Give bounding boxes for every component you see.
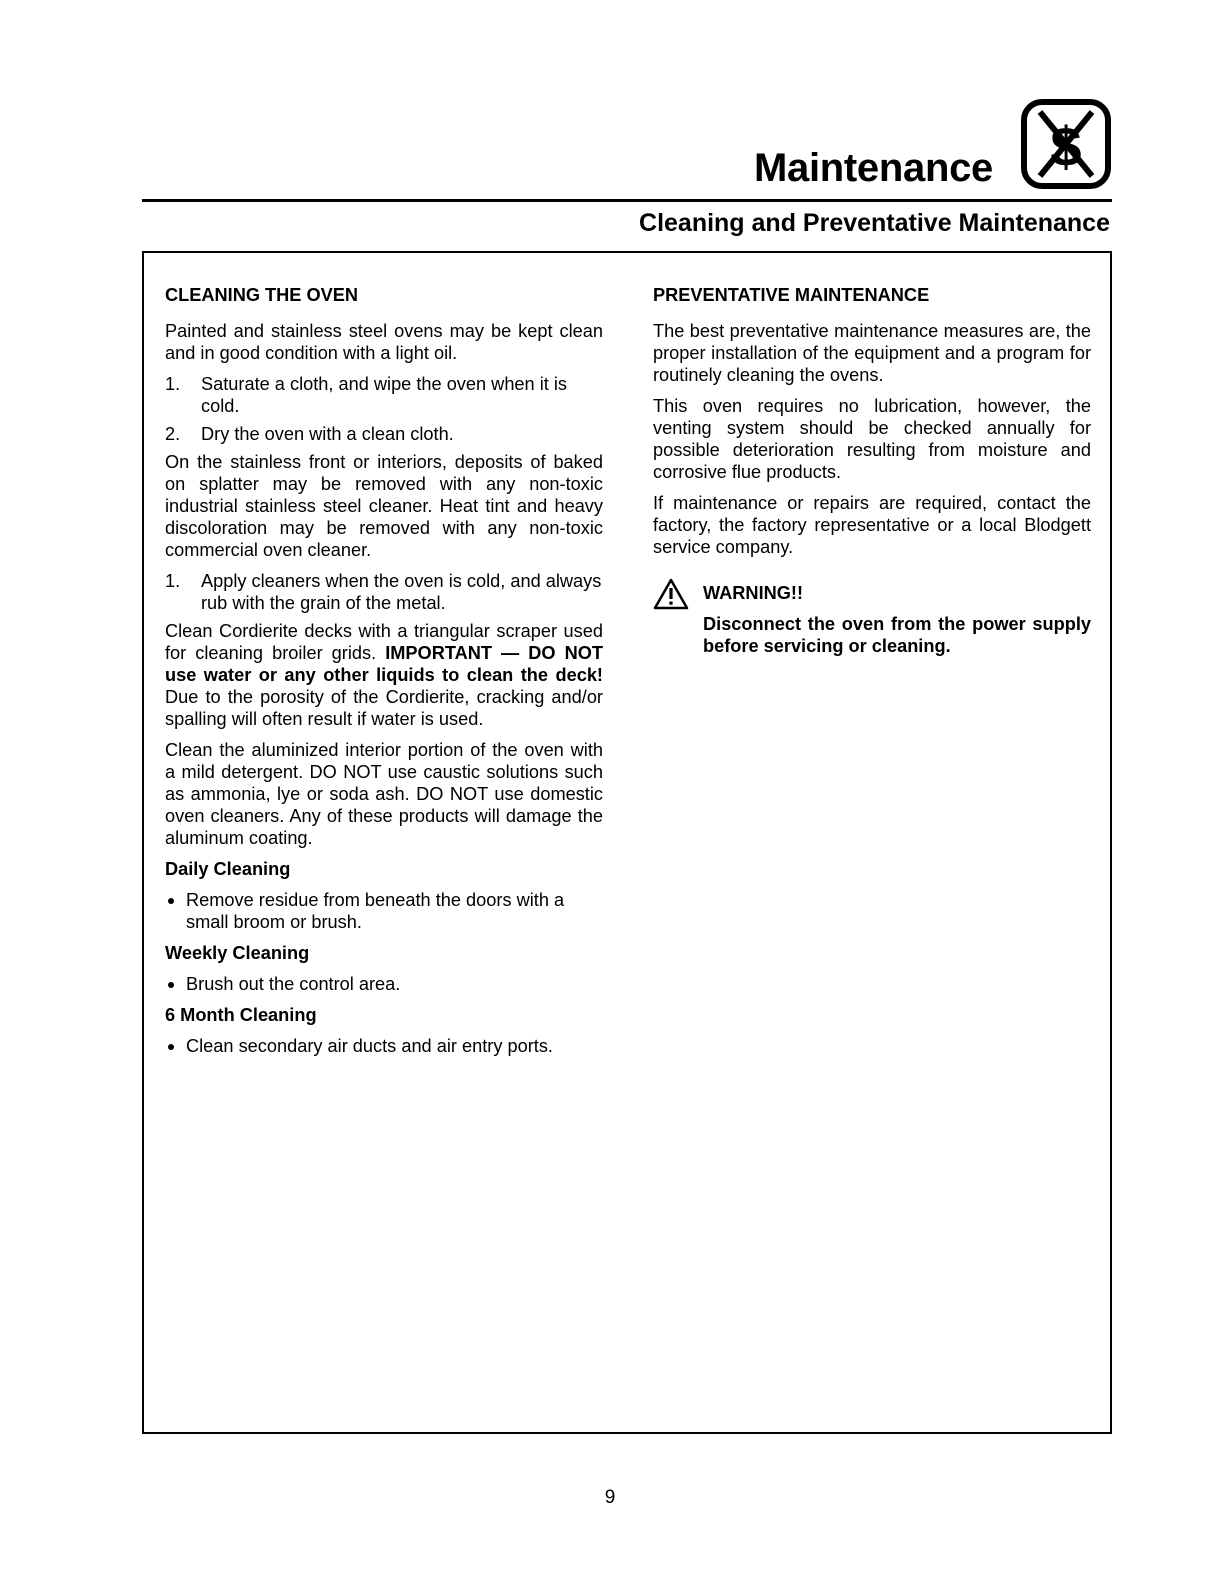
list-number: 2. xyxy=(165,424,181,444)
important-notice: IMPORTANT — DO NOT use water or any other liquids to clean the deck! xyxy=(165,643,603,685)
right-column xyxy=(653,284,1091,657)
bullet-icon xyxy=(168,1044,174,1050)
cordierite-text: Clean Cordierite decks with a triangular scraper used for cleaning broiler grids. xyxy=(165,621,603,663)
six-month-cleaning-heading: 6 Month Cleaning xyxy=(165,1005,317,1025)
preventative-paragraph-1: The best preventative maintenance measures are, the proper installation of the equipment and a program for routinely cleaning the ovens. xyxy=(653,321,1091,385)
preventative-paragraph-3: If maintenance or repairs are required, contact the factory, the factory representative or a local Blodgett service company. xyxy=(653,493,1091,557)
daily-cleaning-heading: Daily Cleaning xyxy=(165,859,291,879)
intro-paragraph: Painted and stainless steel ovens may be kept clean and in good condition with a light oil. xyxy=(165,321,603,363)
bullet-item xyxy=(165,889,603,933)
left-column xyxy=(165,284,603,1066)
list-item xyxy=(165,423,603,445)
warning-text: Disconnect the oven from the power supply before servicing or cleaning. xyxy=(703,614,1091,656)
weekly-cleaning-heading: Weekly Cleaning xyxy=(165,943,310,963)
warning-title: WARNING!! xyxy=(703,583,804,603)
page-title: Maintenance xyxy=(754,146,993,190)
list-text: Apply cleaners when the oven is cold, and always rub with the grain of the metal. xyxy=(201,571,602,613)
aluminized-paragraph: Clean the aluminized interior portion of the oven with a mild detergent. DO NOT use caustic solutions such as ammonia, lye or soda ash. DO NOT use domestic oven cleaners. Any of these products will damage the aluminum coating. xyxy=(165,740,603,848)
preventative-paragraph-2: This oven requires no lubrication, however, the venting system should be checked annually for possible deterioration resulting from moisture and corrosive flue products. xyxy=(653,396,1091,482)
stainless-paragraph: On the stainless front or interiors, deposits of baked on splatter may be removed with any non-toxic industrial stainless steel cleaner. Heat tint and heavy discoloration may be removed with any non-toxic commercial oven cleaner. xyxy=(165,452,603,560)
list-item xyxy=(165,570,603,614)
header-rule xyxy=(142,199,1112,202)
bullet-text: Brush out the control area. xyxy=(186,974,401,994)
page-number: 9 xyxy=(604,1487,616,1508)
list-text: Saturate a cloth, and wipe the oven when it is cold. xyxy=(201,374,567,416)
bullet-item xyxy=(165,973,603,995)
dollar-crossed-wrench-icon xyxy=(1020,98,1112,190)
bullet-item xyxy=(165,1035,603,1057)
warning-block xyxy=(653,582,1091,657)
bullet-text: Clean secondary air ducts and air entry ports. xyxy=(186,1036,553,1056)
cordierite-text-end: Due to the porosity of the Cordierite, cracking and/or spalling will often result if water is used. xyxy=(165,687,603,729)
list-number: 1. xyxy=(165,374,181,394)
bullet-text: Remove residue from beneath the doors with a small broom or brush. xyxy=(186,890,565,932)
svg-text:$: $ xyxy=(1050,115,1082,178)
cordierite-paragraph xyxy=(165,620,603,730)
section-subtitle: Cleaning and Preventative Maintenance xyxy=(639,209,1110,237)
list-number: 1. xyxy=(165,571,181,591)
warning-triangle-icon xyxy=(653,578,689,610)
list-text: Dry the oven with a clean cloth. xyxy=(201,424,454,444)
list-item xyxy=(165,373,603,417)
cleaning-oven-heading: CLEANING THE OVEN xyxy=(165,285,359,305)
bullet-icon xyxy=(168,898,174,904)
preventative-maintenance-heading: PREVENTATIVE MAINTENANCE xyxy=(653,285,930,305)
bullet-icon xyxy=(168,982,174,988)
